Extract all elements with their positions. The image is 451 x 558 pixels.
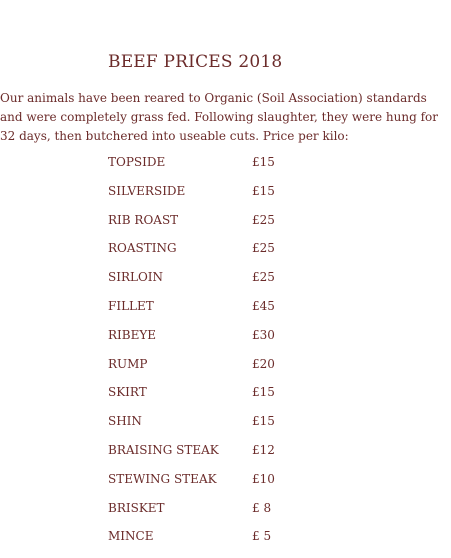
intro-paragraph: Our animals have been reared to Organic (Soil Association) standards and were completely grass fed. Following slaughter, they were hung for 32 days, then butchered into useable cuts. Price per kilo: — [0, 91, 439, 143]
cut-name: SKIRT — [108, 385, 147, 400]
cut-name: RIBEYE — [108, 327, 157, 342]
cut-price: £15 — [252, 183, 275, 198]
cut-price: £45 — [252, 298, 275, 313]
document-title: BEEF PRICES 2018 — [108, 52, 283, 72]
price-row — [0, 498, 451, 527]
cut-price: £25 — [252, 241, 275, 256]
cut-price: £20 — [252, 356, 275, 371]
cut-price: £25 — [252, 212, 275, 227]
cut-name: ROASTING — [108, 241, 177, 256]
cut-price: £12 — [252, 442, 275, 457]
price-row — [0, 210, 451, 239]
cut-name: SIRLOIN — [108, 270, 164, 285]
cut-name: FILLET — [108, 298, 154, 313]
price-row — [0, 325, 451, 354]
price-row — [0, 469, 451, 498]
cut-name: BRAISING STEAK — [108, 442, 219, 457]
price-row — [0, 526, 451, 555]
cut-name: BRISKET — [108, 500, 165, 515]
cut-price: £30 — [252, 327, 275, 342]
cut-price: £15 — [252, 385, 275, 400]
cut-name: SHIN — [108, 414, 142, 429]
price-row — [0, 354, 451, 383]
price-row — [0, 267, 451, 296]
cut-price: £10 — [252, 471, 275, 486]
cut-name: TOPSIDE — [108, 155, 166, 169]
price-row — [0, 382, 451, 411]
price-row — [0, 440, 451, 469]
cut-name: MINCE — [108, 529, 154, 544]
price-row — [0, 181, 451, 210]
price-row — [0, 238, 451, 267]
cut-price: £25 — [252, 270, 275, 285]
cut-name: STEWING STEAK — [108, 471, 217, 486]
cut-price: £15 — [252, 155, 275, 169]
price-row — [0, 152, 451, 181]
cut-name: SILVERSIDE — [108, 183, 186, 198]
cut-name: RIB ROAST — [108, 212, 179, 227]
cut-price: £ 8 — [252, 500, 272, 515]
cut-price: £ 5 — [252, 529, 272, 544]
price-row — [0, 296, 451, 325]
price-row — [0, 411, 451, 440]
cut-price: £15 — [252, 414, 275, 429]
price-list — [0, 152, 451, 555]
cut-name: RUMP — [108, 356, 148, 371]
